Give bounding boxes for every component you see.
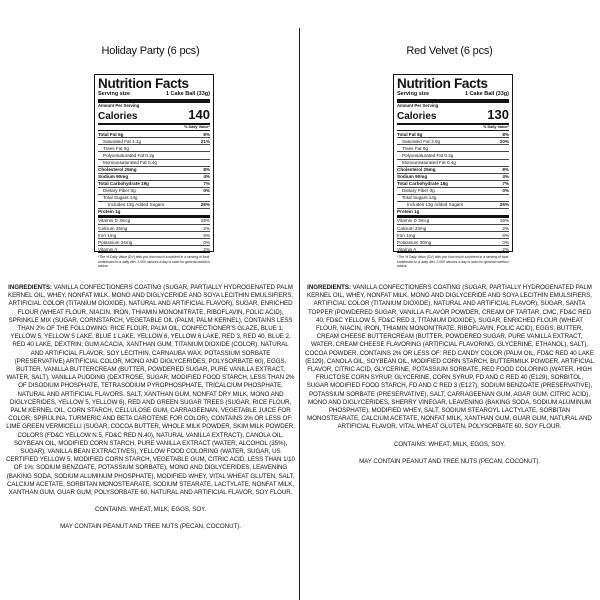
serving-size-label: Serving size: [98, 91, 131, 97]
nutrient-name: Total Sugars 14g: [103, 195, 138, 201]
nutrient-name: Cholesterol 25mg: [397, 167, 436, 172]
column-divider: [299, 28, 300, 600]
nutrient-name: Dietary Fiber 0g: [103, 188, 136, 194]
serving-size-value: 1 Cake Ball (33g): [464, 91, 509, 97]
vitamin-row: [397, 239, 509, 246]
nutrient-daily-value: 26%: [499, 202, 509, 208]
product-panel-holiday-party: [6, 0, 295, 600]
vitamin-row: [98, 218, 210, 225]
product-title: Holiday Party (6 pcs): [101, 45, 200, 57]
nutrition-facts-heading: Nutrition Facts: [98, 76, 189, 91]
vitamin-name: Vitamin A: [397, 246, 417, 252]
serving-size-row: [98, 91, 210, 103]
vitamin-name: Iron 1mg: [98, 232, 117, 238]
nutrient-row: [98, 188, 210, 195]
vitamin-daily-value: 0%: [203, 239, 210, 245]
nutrient-name: Monounsaturated Fat 0.4g: [402, 159, 456, 165]
nutrient-daily-value: 21%: [200, 138, 210, 144]
nutrient-daily-value: 26%: [200, 202, 210, 208]
nutrient-row: [397, 195, 509, 202]
nutrient-daily-value: 8%: [203, 167, 210, 172]
product-title: Red Velvet (6 pcs): [406, 45, 493, 57]
nutrient-name: Total Sugars 14g: [402, 195, 437, 201]
nutrient-name: Sodium 90mg: [98, 174, 129, 180]
nutrient-daily-value: 7%: [203, 181, 210, 187]
nutrient-row: [98, 209, 210, 218]
contains-statement: CONTAINS: WHEAT, MILK, EGGS, SOY.: [393, 440, 506, 448]
vitamin-daily-value: 0%: [502, 239, 509, 245]
calories-value: 130: [487, 106, 509, 122]
nutrient-name: Total Fat 6g: [397, 131, 423, 137]
nutrient-row: [397, 131, 509, 138]
daily-value-footnote: *The % Daily Value (DV) tells you how much a nutrient in a serving of food contributes to a daily diet. 2,000 calories a day is used for general nutrition advice.: [397, 255, 509, 268]
vitamin-name: Vitamin A: [98, 246, 118, 252]
nutrient-row: [397, 174, 509, 181]
vitamin-row: [397, 232, 509, 239]
nutrient-row: [98, 174, 210, 181]
ingredients-label: INGREDIENTS:: [307, 284, 351, 291]
nutrient-list: [98, 131, 210, 218]
vitamin-row: [98, 246, 210, 253]
nutrient-name: Saturated Fat 3.9g: [402, 138, 441, 144]
ingredients-paragraph: [305, 284, 594, 432]
amount-per-serving: Amount Per Serving: [98, 103, 140, 108]
calories-label: Calories: [397, 110, 437, 122]
nutrient-name: Cholesterol 25mg: [98, 167, 137, 172]
contains-statement: CONTAINS: WHEAT, MILK, EGGS, SOY.: [94, 506, 207, 514]
vitamin-name: Iron 1mg: [397, 232, 416, 238]
nutrient-row: [397, 202, 509, 209]
vitamin-daily-value: 15%: [200, 218, 210, 224]
nutrient-row: [98, 152, 210, 159]
nutrition-facts-heading: Nutrition Facts: [397, 76, 488, 91]
vitamin-daily-value: 2%: [203, 246, 210, 252]
serving-size-row: [397, 91, 509, 103]
nutrient-row: [397, 188, 509, 195]
vitamin-name: Potassium 30mg: [397, 239, 432, 245]
nutrient-name: Monounsaturated Fat 0.4g: [103, 159, 157, 165]
vitamin-daily-value: 2%: [502, 225, 509, 231]
nutrient-name: Total Fat 6g: [98, 131, 124, 137]
vitamin-list: [397, 218, 509, 253]
vitamin-daily-value: 6%: [203, 232, 210, 238]
nutrient-name: Polyunsaturated Fat 0.2g: [103, 152, 155, 158]
nutrient-row: [98, 131, 210, 138]
calories-row: [98, 106, 210, 125]
nutrient-name: Protein 1g: [397, 209, 420, 215]
daily-value-footnote: *The % Daily Value (DV) tells you how much a nutrient in a serving of food contributes to a daily diet. 2,000 calories a day is used for general nutrition advice.: [98, 255, 210, 268]
nutrient-daily-value: 8%: [502, 167, 509, 172]
nutrient-name: Polyunsaturated Fat 0.2g: [402, 152, 454, 158]
nutrient-name: Total Carbohydrate 19g: [98, 181, 149, 187]
nutrient-row: [98, 167, 210, 174]
nutrient-daily-value: 8%: [502, 131, 509, 137]
vitamin-name: Calcium 23mg: [397, 225, 427, 231]
daily-value-header: % Daily Value*: [397, 125, 509, 131]
nutrient-daily-value: 0%: [203, 188, 210, 194]
calories-label: Calories: [98, 110, 138, 122]
nutrient-daily-value: 7%: [502, 181, 509, 187]
nutrient-row: [98, 202, 210, 209]
vitamin-list: [98, 218, 210, 253]
vitamin-daily-value: 2%: [203, 225, 210, 231]
ingredients-text: VANILLA CONFECTIONERS COATING (SUGAR, PARTIALLY HYDROGENATED PALM KERNEL OIL, WHEY, NONFAT MILK, MONO AND DIGLYCERIDE AND SOYA LECITHIN EMULSIFIERS, ARTIFICIAL COLOR (TITANIUM DIOXIDE), NATURAL AND ARTIFICIAL FLAVOR), SUGAR, SANTA TOPPER (POWDERED SUGAR, VANILLA FLAVOR POWDER, CREAM OF TARTAR, CMC, FD&C RED 40, FD&C YELLOW 5, FD&C RED 3, TITANIUM DIOXIDE), SUGAR, ENRICHED FLOUR (WHEAT FLOUR, NIACIN, IRON, THIAMIN MONONITRATE, RIBOFLAVIN, FOLIC ACID), EGGS, BUTTER, CREAM CHEESE BUTTERCREAM (BUTTER, POWDERED SUGAR, PURE VANILLA EXTRACT, WATER, CREAM CHEESE FLAVORING (ARTIFICIAL FLAVORING, GLYCERINE, ETHANOL), SALT), COCOA POWDER, CONTAINS 2% OR LESS OF: RED CANDY COLOR (PALM OIL, FD&C RED 40 LAKE (E129), CANOLA OIL, SOYBEAN OIL, MODIFIED CORN STARCH, BUTTERMILK POWDER, ARTIFICIAL FLAVOR, CITRIC ACID, GLYCERINE, POTASSIUM SORBATE, RED FOOD COLORING (WATER, HIGH FRUCTOSE CORN SYRUP, GLYCERINE, CORN SYRUP, FD AND C RED 40 (E129), SORBITOL, SUGAR MODIFIED FOOD STARCH, FD AND C RED 3 (E127), SODIUM BENZOATE (PRESERVATIVE), POTASSIUM SORBATE (PRESERVATIVE), SALT, CARRAGEENAN GUM, AGAR GUM, CITRIC ACID), MONO AND DIGLYCERIDES, SHERRY VINEGAR, LEAVENING (BAKING SODA, SODIUM ALUMINUM PHOSPHATE), MODIFIED WHEY, SALT, SODIUM STEAROYL LACTYLATE, SORBITAN MONOSTEARATE, CALCIUM ACETATE, NONFAT MILK, XANTHAN GUM, GUAR GUM, NATURAL AND ARTIFICIAL FLAVOR, VITAL WHEAT GLUTEN, POLYSORBATE 60, SOY FLOUR.: [305, 284, 594, 431]
nutrient-row: [397, 145, 509, 152]
nutrient-name: Includes 13g Added Sugars: [407, 202, 464, 208]
calories-row: [397, 106, 509, 125]
nutrient-daily-value: 4%: [502, 174, 509, 180]
nutrient-list: [397, 131, 509, 218]
nutrient-row: [98, 160, 210, 167]
nutrient-daily-value: 8%: [203, 131, 210, 137]
ingredients-block: [305, 284, 594, 466]
vitamin-name: Potassium 24mg: [98, 239, 133, 245]
vitamin-row: [98, 225, 210, 232]
vitamin-row: [98, 232, 210, 239]
nutrient-row: [397, 160, 509, 167]
may-contain-statement: MAY CONTAIN PEANUT AND TREE NUTS (PECAN, COCONUT).: [359, 457, 540, 465]
nutrient-daily-value: 4%: [203, 174, 210, 180]
nutrient-daily-value: 20%: [499, 138, 509, 144]
vitamin-name: Vitamin D 3mcg: [397, 218, 430, 224]
vitamin-daily-value: 2%: [502, 246, 509, 252]
ingredients-label: INGREDIENTS:: [8, 284, 52, 291]
product-panel-red-velvet: [305, 0, 594, 600]
ingredients-text: VANILLA CONFECTIONERS COATING (SUGAR, PARTIALLY HYDROGENATED PALM KERNEL OIL, WHEY, NONFAT MILK, MONO AND DIGLYCERIDE AND SOYA LECITHIN EMULSIFIERS, ARTIFICIAL COLOR (TITANIUM DIOXIDE), NATURAL AND ARTIFICIAL FLAVOR), SUGAR, ENRICHED FLOUR (WHEAT FLOUR, NIACIN, IRON, THIAMIN MONONITRATE, RIBOFLAVIN, FOLIC ACID), SPRINKLE MIX (SUGAR, CORNSTARCH, VEGETABLE OIL (PALM, PALM KERNEL), CONTAINS LESS THAN 2% OF THE FOLLOWING: RICE FLOUR, PALM OIL, CONFECTIONER'S GLAZE, BLUE 1, YELLOW 5, YELLOW 5 LAKE, BLUE 1 LAKE, YELLOW 6, YELLOW 6 LAKE, RED 3, RED 40, BLUE 2, RED 40 LAKE, DEXTRIN, GUM ACACIA, XANTHAN GUM, TITANIUM DIOXIDE (COLOR), NATURAL AND ARTIFICIAL FLAVOR, SOY LECITHIN, CARNAUBA WAX, POTASSIUM SORBATE (PRESERVATIVE) ARTIFICIAL COLOR, MONO AND DIGLYCERIDES, POLYSORBATE 60), EGGS, BUTTER, VANILLA BUTTERCREAM (BUTTER, POWDERED SUGAR, PURE VANILLA EXTRACT, WATER, SALT), VANILLA PUDDING (DEXTROSE, SUGAR, MODIFIED FOOD STARCH, LESS THAN 2% OF DISODIUM PHOSPHATE, TETRASODIUM PYROPHOSPHATE, TRICALCIUM PHOSPHATE, NATURAL AND ARTIFICIAL FLAVORS, SALT, XANTHAN GUM, NONFAT DRY MILK, MONO AND DIGLYCERIDES, YELLOW 5, YELLOW 6), RED AND GREEN SUGAR TREES (SUGAR, RICE FLOUR, PALM KERNEL OIL, CORN STARCH, CELLULOSE GUM, CARRAGEENAN, VEGETABLE JUICE FOR COLOR, SPIRULINA, TURMERIC AND BETA CAROTENE FOR COLOR), CONTAINS 2% OR LESS OF: LIME GREEN VERMICELLI (SUGAR, COCOA BUTTER, WHOLE MILK POWDER, SKIM MILK POWDER, COLORS (FD&C YELLOW N.5, FD&C RED N.40), NATURAL VANILLA EXTRACT), CANOLA OIL, SOYBEAN OIL, MODIFIED CORN STARCH, PURE VANILLA EXTRACT (WATER, ALCOHOL (35%), SUGAR), VANILLA BEAN EXTRACTIVES), YELLOW FOOD COLORING (WATER, SUGAR, US CERTIFIED YELLOW 5, MODIFIED CORN STARCH, VEGETABLE GUM, CITRIC ACID, LESS THAN 1/10 OF 1%: SODIUM BENZOATE, POTASSIUM SORBATE), MONO AND DIGLYCERIDES, LEAVENING (BAKING SODA, SODIUM ALUMINUM PHOSPHATE), MODIFIED WHEY, VITAL WHEAT GLUTEN, SALT, CALCIUM ACETATE, SORBITAN MONOSTEARATE, SODIUM STEARATE, LACTYLATE, NONFAT MILK, XANTHAN GUM, GUAR GUM, POLYSORBATE 60, NATURAL AND ARTIFICIAL FLAVOR, SOY FLOUR.: [6, 284, 295, 497]
may-contain-statement: MAY CONTAIN PEANUT AND TREE NUTS (PECAN, COCONUT).: [60, 523, 241, 531]
vitamin-name: Vitamin D 3mcg: [98, 218, 131, 224]
nutrient-name: Sodium 90mg: [397, 174, 428, 180]
nutrient-daily-value: 0%: [502, 188, 509, 194]
nutrient-name: Trans Fat 0g: [103, 145, 129, 151]
calories-value: 140: [188, 106, 210, 122]
serving-size-label: Serving size: [397, 91, 430, 97]
nutrient-row: [98, 145, 210, 152]
nutrient-row: [397, 138, 509, 145]
vitamin-row: [98, 239, 210, 246]
vitamin-daily-value: 6%: [502, 232, 509, 238]
nutrient-name: Trans Fat 0g: [402, 145, 428, 151]
serving-size-value: 1 Cake Ball (33g): [165, 91, 210, 97]
vitamin-row: [397, 225, 509, 232]
nutrient-name: Protein 1g: [98, 209, 121, 215]
vitamin-row: [397, 246, 509, 253]
nutrient-row: [98, 195, 210, 202]
nutrition-facts-label: [94, 74, 214, 268]
nutrient-row: [397, 181, 509, 188]
daily-value-header: % Daily Value*: [98, 125, 210, 131]
nutrition-facts-label: [393, 74, 513, 268]
nutrient-row: [98, 181, 210, 188]
vitamin-name: Calcium 25mg: [98, 225, 128, 231]
nutrient-name: Includes 13g Added Sugars: [108, 202, 165, 208]
ingredients-block: [6, 284, 295, 532]
amount-per-serving: Amount Per Serving: [397, 103, 439, 108]
nutrient-name: Total Carbohydrate 18g: [397, 181, 448, 187]
nutrient-row: [98, 138, 210, 145]
nutrient-name: Saturated Fat 4.1g: [103, 138, 142, 144]
nutrient-row: [397, 152, 509, 159]
ingredients-paragraph: [6, 284, 295, 497]
nutrient-row: [397, 167, 509, 174]
nutrient-name: Dietary Fiber 0g: [402, 188, 435, 194]
nutrient-row: [397, 209, 509, 218]
vitamin-row: [397, 218, 509, 225]
vitamin-daily-value: 15%: [499, 218, 509, 224]
